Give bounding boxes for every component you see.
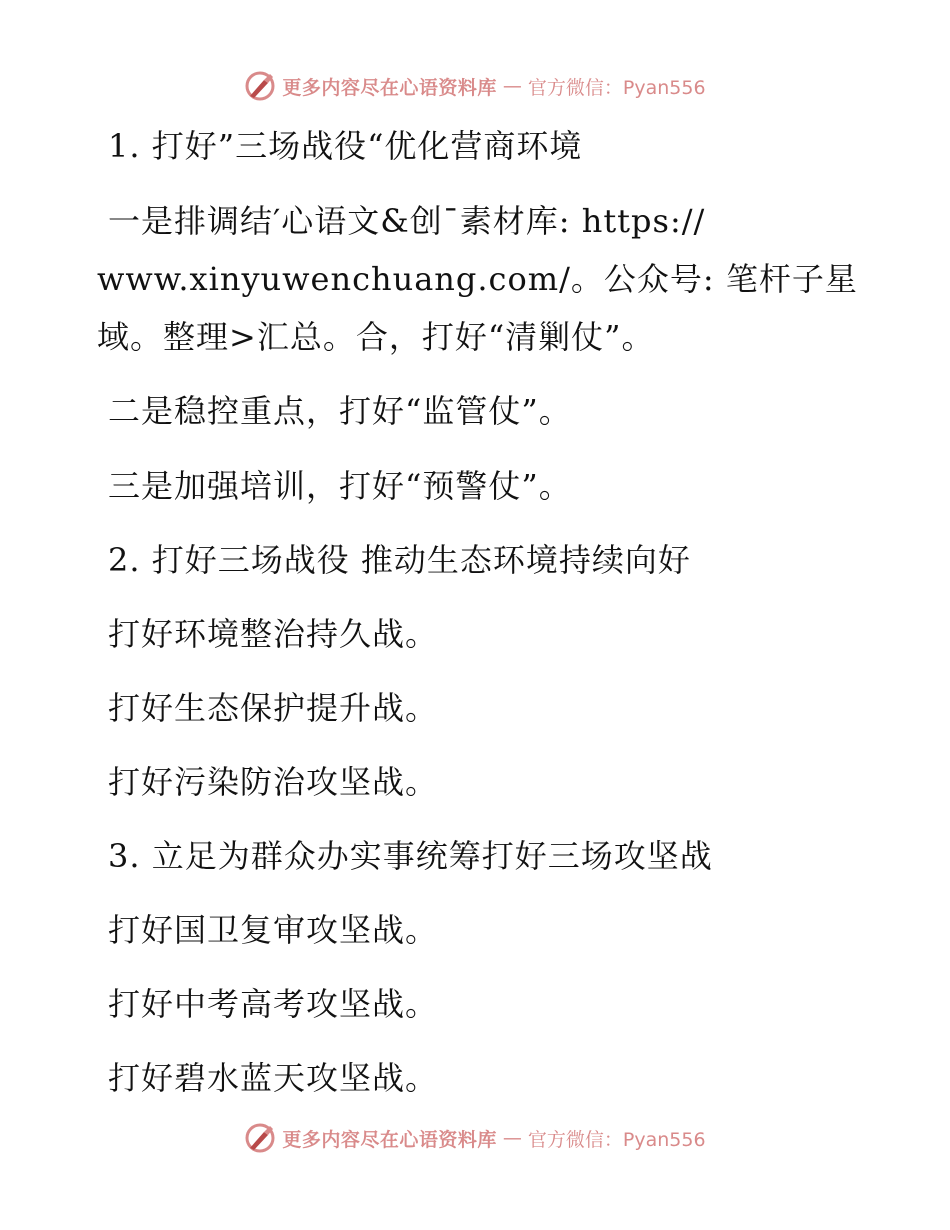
- footer-banner: [0, 1122, 950, 1154]
- paragraph-line: www.xinyuwenchuang.com/。公众号: 笔杆子星: [97, 260, 858, 298]
- paragraph-line: 三是加强培训，打好“预警仗”。: [108, 467, 572, 505]
- pen-logo-icon: [244, 1122, 276, 1154]
- paragraph-line: 打好中考高考攻坚战。: [108, 985, 439, 1023]
- paragraph-line: 打好环境整治持久战。: [108, 615, 439, 653]
- paragraph-line: 一是排调结′心语文&创¯素材库: https://: [108, 202, 706, 240]
- paragraph-line: 打好污染防治攻坚战。: [108, 763, 439, 801]
- paragraph-line: 二是稳控重点，打好“监管仗”。: [108, 392, 572, 430]
- footer-wechat-text: 官方微信：Pyan556: [527, 1128, 706, 1151]
- paragraph-line: 打好生态保护提升战。: [108, 689, 439, 727]
- heading-2: 2. 打好三场战役 推动生态环境持续向好: [108, 541, 691, 579]
- footer-separator: —: [502, 1127, 522, 1149]
- heading-1: 1. 打好”三场战役“优化营商环境: [108, 127, 583, 165]
- header-brand-text: 更多内容尽在心语资料库: [282, 76, 497, 99]
- pen-logo-icon: [244, 70, 276, 102]
- paragraph-line: 域。整理>汇总。合，打好“清剿仗”。: [97, 318, 655, 356]
- header-banner: [0, 70, 950, 102]
- heading-3: 3. 立足为群众办实事统筹打好三场攻坚战: [108, 837, 713, 875]
- paragraph-line: 打好碧水蓝天攻坚战。: [108, 1059, 439, 1097]
- paragraph-line: 打好国卫复审攻坚战。: [108, 911, 439, 949]
- footer-brand-text: 更多内容尽在心语资料库: [282, 1128, 497, 1151]
- header-wechat-text: 官方微信：Pyan556: [527, 76, 706, 99]
- header-separator: —: [502, 75, 522, 97]
